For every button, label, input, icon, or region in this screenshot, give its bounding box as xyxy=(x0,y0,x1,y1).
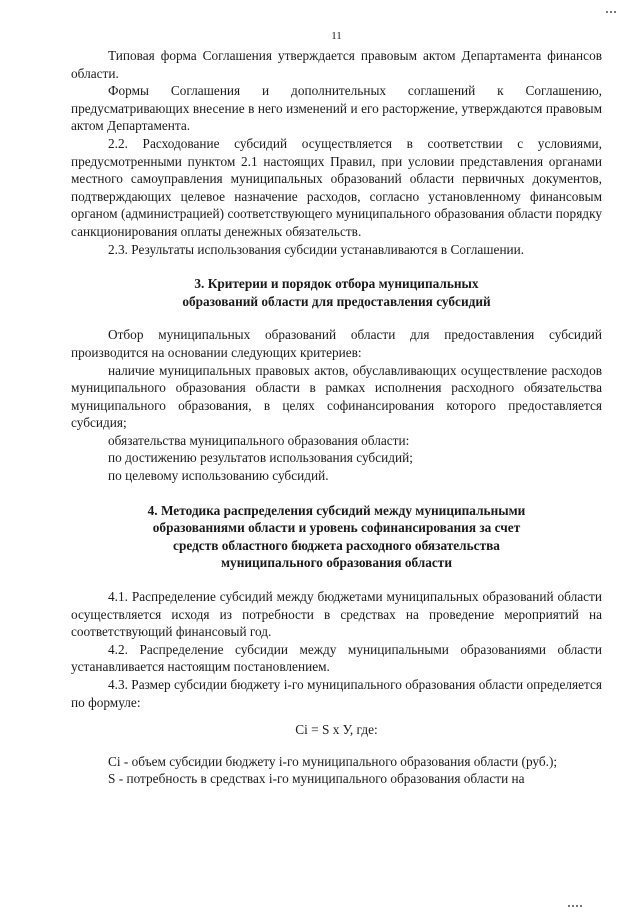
list-item: по целевому использованию субсидий. xyxy=(108,468,329,484)
page-number: 11 xyxy=(331,30,342,42)
paragraph: Типовая форма Соглашения утверждается правовым актом Департамента финансов области. xyxy=(71,48,602,81)
paragraph: 4.3. Размер субсидии бюджету i-го муниципального образования области определяется по формуле: xyxy=(71,677,602,710)
paragraph: наличие муниципальных правовых актов, обуславливающих осуществление расходов муниципального образования области в рамках исполнения расходного обязательства муниципального образования, в целях софинансирования которого предоставляется субсидия; xyxy=(71,362,602,431)
list-item: обязательства муниципального образования области: xyxy=(108,432,410,448)
heading-line: 3. Критерии и порядок отбора муниципальных xyxy=(194,276,479,292)
scan-mark-bottom xyxy=(568,894,590,897)
heading-line: средств областного бюджета расходного обязательства xyxy=(173,537,500,553)
definition: S - потребность в средствах i-го муниципального образования области на xyxy=(108,771,525,787)
paragraph: Формы Соглашения и дополнительных соглашений к Соглашению, предусматривающих внесение в него изменений и его расторжение, утверждаются правовым актом Департамента. xyxy=(71,83,602,134)
definition: Ci - объем субсидии бюджету i-го муниципального образования области (руб.); xyxy=(108,753,558,769)
heading-line: муниципального образования области xyxy=(220,555,453,571)
paragraph: 2.2. Расходование субсидий осуществляется в соответствии с условиями, предусмотренными пунктом 2.1 настоящих Правил, при условии представления органами местного самоуправления муниципальных образований области первичных документов, подтверждающих целевое назначение расходов, согласно установленному финансовым органом (администрацией) соответствующего муниципального образования области порядку санкционирования оплаты денежных обязательств. xyxy=(71,135,602,239)
scan-mark-top xyxy=(606,0,620,3)
document-page xyxy=(71,30,602,788)
heading-line: образованиями области и уровень софинансирования за счет xyxy=(152,520,521,536)
heading-line: 4. Методика распределения субсидий между муниципальными xyxy=(147,502,526,518)
paragraph: 4.1. Распределение субсидий между бюджетами муниципальных образований области осуществляется исходя из потребности в средствах на проведение мероприятий на соответствующий финансовый год. xyxy=(71,589,602,640)
paragraph: Отбор муниципальных образований области для предоставления субсидий производится на основании следующих критериев: xyxy=(71,327,602,360)
heading-line: образований области для предоставления субсидий xyxy=(182,293,491,309)
formula: Ci = S x У, где: xyxy=(295,722,378,738)
section-3-heading xyxy=(71,275,602,310)
paragraph: 4.2. Распределение субсидии между муниципальными образованиями области устанавливается настоящим постановлением. xyxy=(71,641,602,675)
section-4-heading xyxy=(71,502,602,572)
paragraph: 2.3. Результаты использования субсидии устанавливаются в Соглашении. xyxy=(108,241,525,257)
list-item: по достижению результатов использования субсидий; xyxy=(108,450,413,466)
